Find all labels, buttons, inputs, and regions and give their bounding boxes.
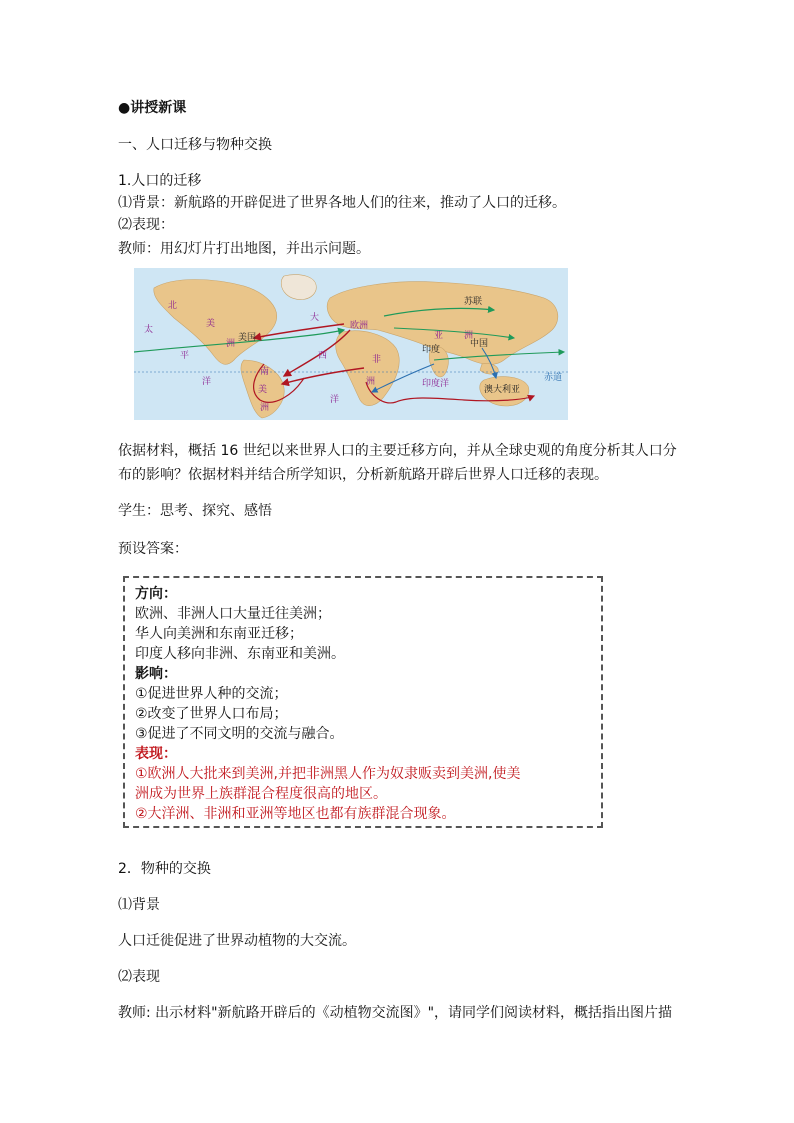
label-ya: 亚 (434, 331, 444, 341)
label-xi: 西 (318, 351, 328, 361)
answer-box (123, 576, 603, 828)
subheading-species-exchange: 2．物种的交换 (118, 861, 211, 877)
show-title: 表现： (135, 746, 177, 762)
show-item: 洲成为世界上族群混合程度很高的地区。 (135, 786, 387, 802)
influence-item: ①促进世界人种的交流； (135, 686, 288, 702)
label-mei-south: 美 (258, 385, 268, 395)
label-indian-ocean: 印度洋 (422, 379, 450, 389)
direction-title: 方向： (135, 586, 177, 602)
influence-item: ③促进了不同文明的交流与融合。 (135, 726, 344, 742)
label-mei-north: 美 (206, 319, 216, 329)
label-equator: 赤道 (544, 373, 563, 383)
section-title: ●讲授新课 (118, 100, 187, 116)
question-line-2: 布的影响？依据材料并结合所学知识，分析新航路开辟后世界人口迁移的表现。 (118, 467, 608, 483)
species-background-label: ⑴背景 (118, 897, 160, 913)
label-tai: 太 (144, 325, 154, 335)
direction-item: 华人向美洲和东南亚迁移； (135, 626, 303, 642)
label-china: 中国 (470, 339, 489, 349)
label-yang-pacific: 洋 (202, 377, 212, 387)
student-response: 学生：思考、探究、感悟 (118, 503, 272, 519)
label-australia: 澳大利亚 (484, 385, 521, 395)
label-india: 印度 (422, 345, 441, 355)
heading-population-species: 一、人口迁移与物种交换 (118, 137, 272, 153)
label-ping: 平 (180, 351, 190, 361)
label-da: 大 (310, 313, 320, 323)
label-zhou-asia: 洲 (464, 331, 474, 341)
direction-item: 欧洲、非洲人口大量迁往美洲； (135, 606, 331, 622)
label-europe: 欧洲 (350, 321, 369, 331)
label-zhou-africa: 洲 (366, 377, 376, 387)
subheading-migration: 1.人口的迁移 (118, 173, 202, 189)
teacher-instruction-2: 教师: 出示材料"新航路开辟后的《动植物交流图》"，请同学们阅读材料，概括指出图片描 (118, 1005, 673, 1021)
label-nan: 南 (260, 367, 270, 377)
species-manifestation-label: ⑵表现 (118, 969, 160, 985)
show-item: ①欧洲人大批来到美洲,并把非洲黑人作为奴隶贩卖到美洲,使美 (135, 766, 521, 782)
label-zhou-south: 洲 (260, 403, 270, 413)
preset-answer-label: 预设答案： (118, 541, 188, 557)
question-line-1: 依据材料，概括 16 世纪以来世界人口的主要迁移方向，并从全球史观的角度分析其人口分 (118, 443, 677, 459)
label-north: 北 (168, 301, 178, 311)
label-soviet: 苏联 (464, 297, 483, 307)
migration-manifestation-label: ⑵表现： (118, 217, 174, 233)
label-fei: 非 (372, 355, 382, 365)
species-background-text: 人口迁徙促进了世界动植物的大交流。 (118, 933, 356, 949)
label-zhou-north: 洲 (226, 339, 236, 349)
migration-background: ⑴背景：新航路的开辟促进了世界各地人们的往来，推动了人口的迁移。 (118, 195, 566, 211)
direction-item: 印度人移向非洲、东南亚和美洲。 (135, 646, 345, 662)
teacher-instruction-1: 教师：用幻灯片打出地图，并出示问题。 (118, 241, 370, 257)
show-item: ②大洋洲、非洲和亚洲等地区也都有族群混合现象。 (135, 806, 456, 822)
label-yang-atlantic: 洋 (330, 395, 340, 405)
label-usa: 美国 (238, 333, 257, 343)
influence-item: ②改变了世界人口布局； (135, 706, 288, 722)
migration-map (134, 268, 568, 420)
influence-title: 影响： (135, 666, 177, 682)
